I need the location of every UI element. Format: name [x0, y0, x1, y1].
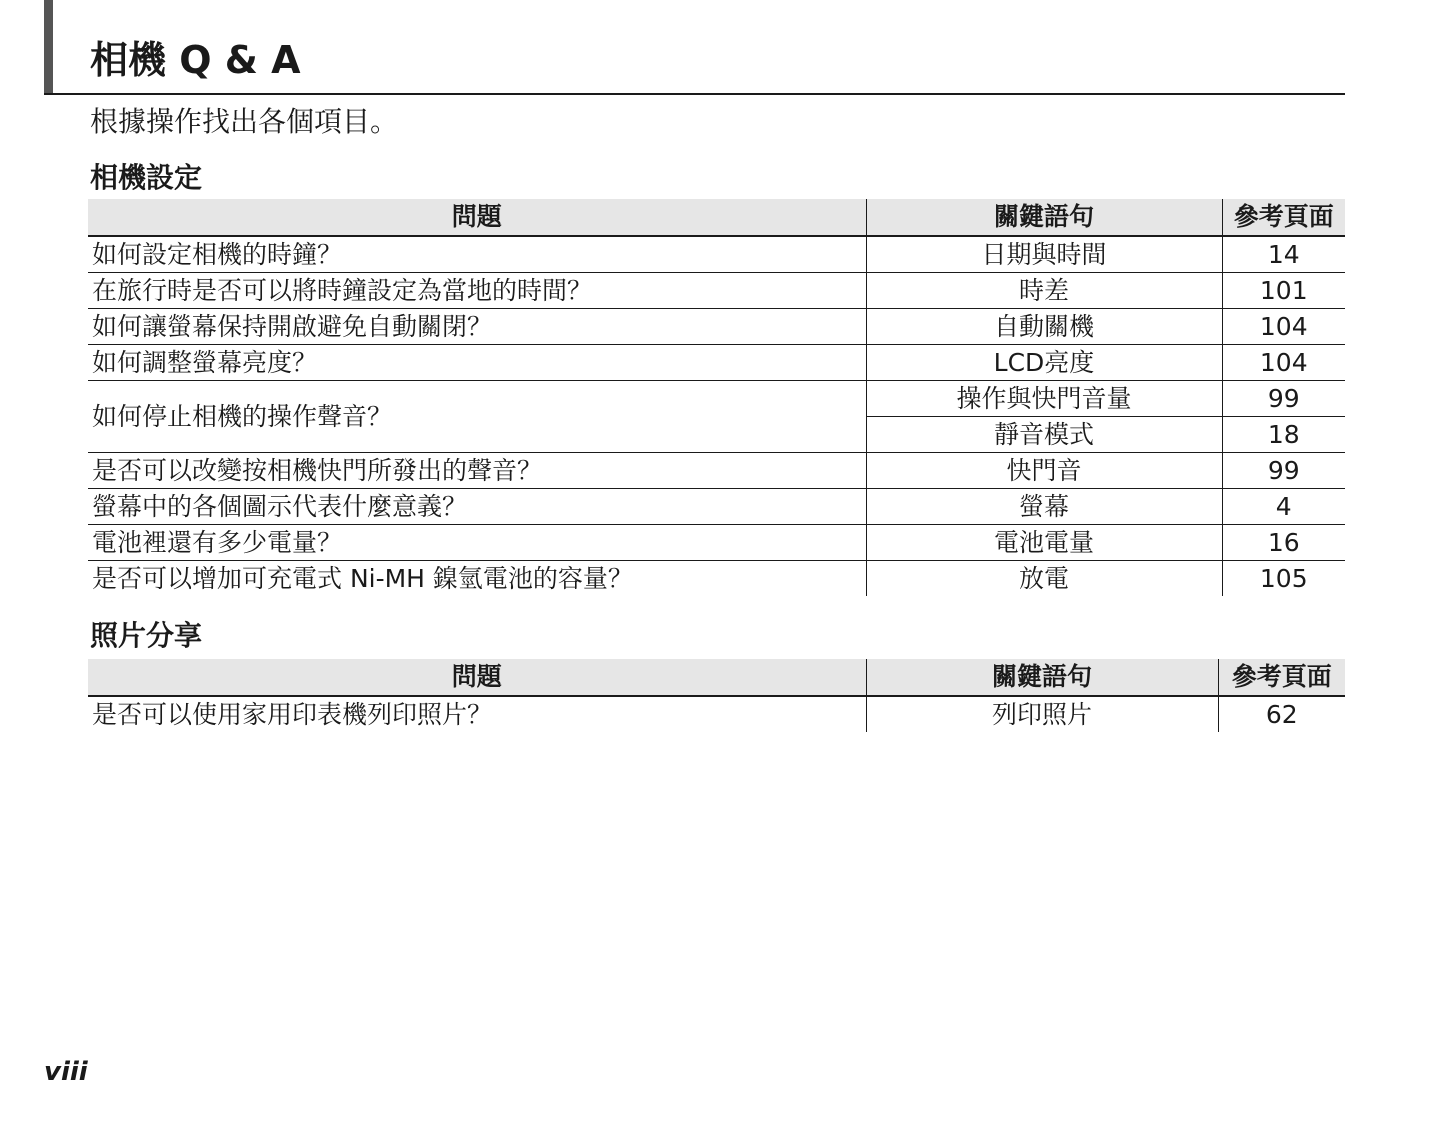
question-cell: 螢幕中的各個圖示代表什麼意義？ [88, 489, 866, 525]
table-row [88, 561, 1345, 597]
page-ref-cell[interactable]: 4 [1222, 489, 1345, 525]
page-ref-cell[interactable]: 16 [1222, 525, 1345, 561]
section-heading-photo-sharing: 照片分享 [90, 619, 203, 652]
question-cell: 電池裡還有多少電量？ [88, 525, 866, 561]
question-cell: 是否可以使用家用印表機列印照片？ [88, 696, 866, 732]
table-header-row [88, 659, 1345, 696]
page-number: viii [44, 1057, 88, 1087]
title-rule [44, 93, 1345, 95]
page-ref-cell[interactable]: 104 [1222, 309, 1345, 345]
page-ref-cell[interactable]: 62 [1265, 700, 1298, 729]
camera-settings-table [88, 199, 1345, 596]
table-row [88, 381, 1345, 417]
table-row [88, 453, 1345, 489]
table-row [88, 345, 1345, 381]
page-ref-cell[interactable]: 105 [1222, 561, 1345, 597]
table-row [88, 489, 1345, 525]
column-header-page: 參考頁面 [1218, 659, 1345, 696]
page-ref-cell[interactable]: 99 [1222, 381, 1345, 417]
intro-text: 根據操作找出各個項目。 [90, 105, 399, 138]
column-header-question: 問題 [88, 199, 866, 236]
keyword-cell: 靜音模式 [866, 417, 1222, 453]
table-row [88, 696, 1345, 732]
keyword-cell: 日期與時間 [866, 236, 1222, 273]
keyword-cell: 放電 [866, 561, 1222, 597]
question-cell: 是否可以增加可充電式 Ni-MH 鎳氫電池的容量？ [88, 561, 866, 597]
page-ref-cell[interactable]: 99 [1222, 453, 1345, 489]
section-heading-camera-settings: 相機設定 [90, 161, 203, 194]
page-ref-cell[interactable]: 101 [1222, 273, 1345, 309]
page-title: 相機 Q & A [90, 38, 301, 82]
question-cell: 在旅行時是否可以將時鐘設定為當地的時間？ [88, 273, 866, 309]
table-row [88, 273, 1345, 309]
keyword-cell: LCD亮度 [866, 345, 1222, 381]
keyword-cell: 快門音 [866, 453, 1222, 489]
keyword-cell: 列印照片 [866, 696, 1218, 732]
photo-sharing-table [88, 659, 1345, 732]
question-cell: 是否可以改變按相機快門所發出的聲音？ [88, 453, 866, 489]
column-header-question: 問題 [88, 659, 866, 696]
keyword-cell: 電池電量 [866, 525, 1222, 561]
page-ref-cell[interactable]: 14 [1267, 240, 1300, 269]
keyword-cell: 螢幕 [866, 489, 1222, 525]
page-ref-cell[interactable]: 104 [1222, 345, 1345, 381]
table-row [88, 525, 1345, 561]
column-header-page: 參考頁面 [1222, 199, 1345, 236]
question-cell: 如何停止相機的操作聲音？ [88, 381, 866, 453]
table-header-row [88, 199, 1345, 236]
column-header-keyword: 關鍵語句 [866, 659, 1218, 696]
table-row [88, 309, 1345, 345]
keyword-cell: 自動關機 [866, 309, 1222, 345]
question-cell: 如何設定相機的時鐘？ [88, 236, 866, 273]
question-cell: 如何讓螢幕保持開啟避免自動關閉？ [88, 309, 866, 345]
column-header-keyword: 關鍵語句 [866, 199, 1222, 236]
side-bar [44, 0, 53, 95]
page-ref-cell[interactable]: 18 [1222, 417, 1345, 453]
keyword-cell: 時差 [866, 273, 1222, 309]
table-row [88, 236, 1345, 273]
question-cell: 如何調整螢幕亮度？ [88, 345, 866, 381]
keyword-cell: 操作與快門音量 [866, 381, 1222, 417]
